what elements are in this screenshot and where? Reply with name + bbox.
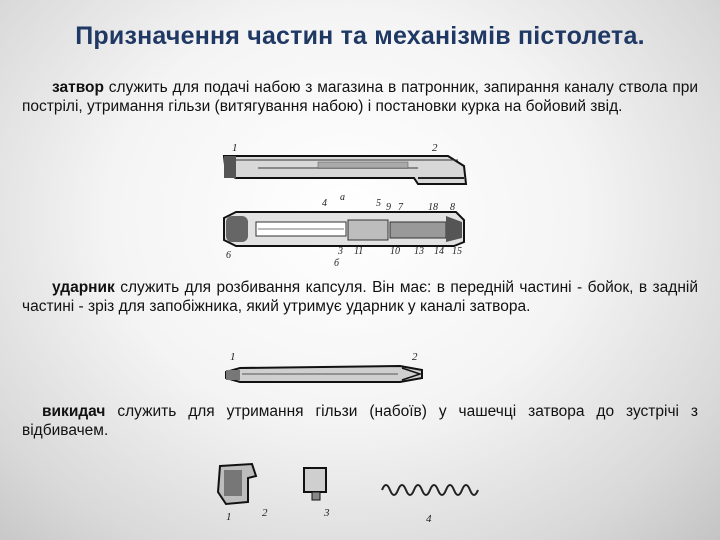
extractor-spring (382, 485, 478, 495)
bolt-label: a (340, 192, 345, 203)
slide-title: Призначення частин та механізмів пістолета. (75, 22, 645, 50)
term-bolt: затвор (52, 79, 104, 96)
firing-pin-label: 2 (412, 351, 418, 363)
bolt-label: 7 (398, 202, 403, 213)
term-firing-pin: ударник (52, 279, 115, 296)
bolt-label: 6 (226, 250, 231, 261)
bolt-side-view (224, 156, 466, 184)
bolt-label: 1 (232, 142, 238, 154)
extractor-label: 2 (262, 507, 268, 519)
bolt-label: 15 (452, 246, 462, 257)
description-firing-pin: служить для розбивання капсуля. Він має: в передній частині - бойок, в задній частині - зріз для запобіжника, який утримує ударник у каналі затвора. (22, 279, 698, 315)
paragraph-firing-pin (22, 278, 698, 316)
bolt-label: 5 (376, 198, 381, 209)
paragraph-extractor (22, 402, 698, 440)
bolt-label: 11 (354, 246, 364, 257)
bolt-label: 3 (338, 246, 343, 257)
bolt-label: 18 (428, 202, 438, 213)
term-extractor: викидач (42, 403, 106, 420)
extractor-pin (304, 468, 326, 500)
bolt-label: 4 (322, 198, 327, 209)
extractor-label: 1 (226, 511, 232, 523)
bolt-label: 2 (432, 142, 438, 154)
description-extractor: служить для утримання гільзи (набоїв) у чашечці затвора до зустрічі з відбивачем. (22, 403, 698, 439)
firing-pin-illustration (222, 348, 428, 390)
extractor-label: 3 (324, 507, 330, 519)
bolt-label: 8 (450, 202, 455, 213)
extractor-illustration (212, 456, 502, 530)
bolt-label: 13 (414, 246, 424, 257)
bolt-label: 14 (434, 246, 444, 257)
bolt-label: 9 (386, 202, 391, 213)
bolt-cutaway-view (224, 212, 464, 246)
extractor-part (218, 464, 256, 504)
extractor-label: 4 (426, 513, 432, 525)
bolt-illustration (218, 138, 480, 268)
firing-pin-label: 1 (230, 351, 236, 363)
bolt-label: 10 (390, 246, 400, 257)
description-bolt: служить для подачі набою з магазина в патронник, запирання каналу ствола при пострілі, утримання гільзи (витягування набою) і постановки курка на бойовий звід. (22, 79, 698, 115)
bolt-label: б (334, 258, 340, 268)
paragraph-bolt (22, 78, 698, 116)
